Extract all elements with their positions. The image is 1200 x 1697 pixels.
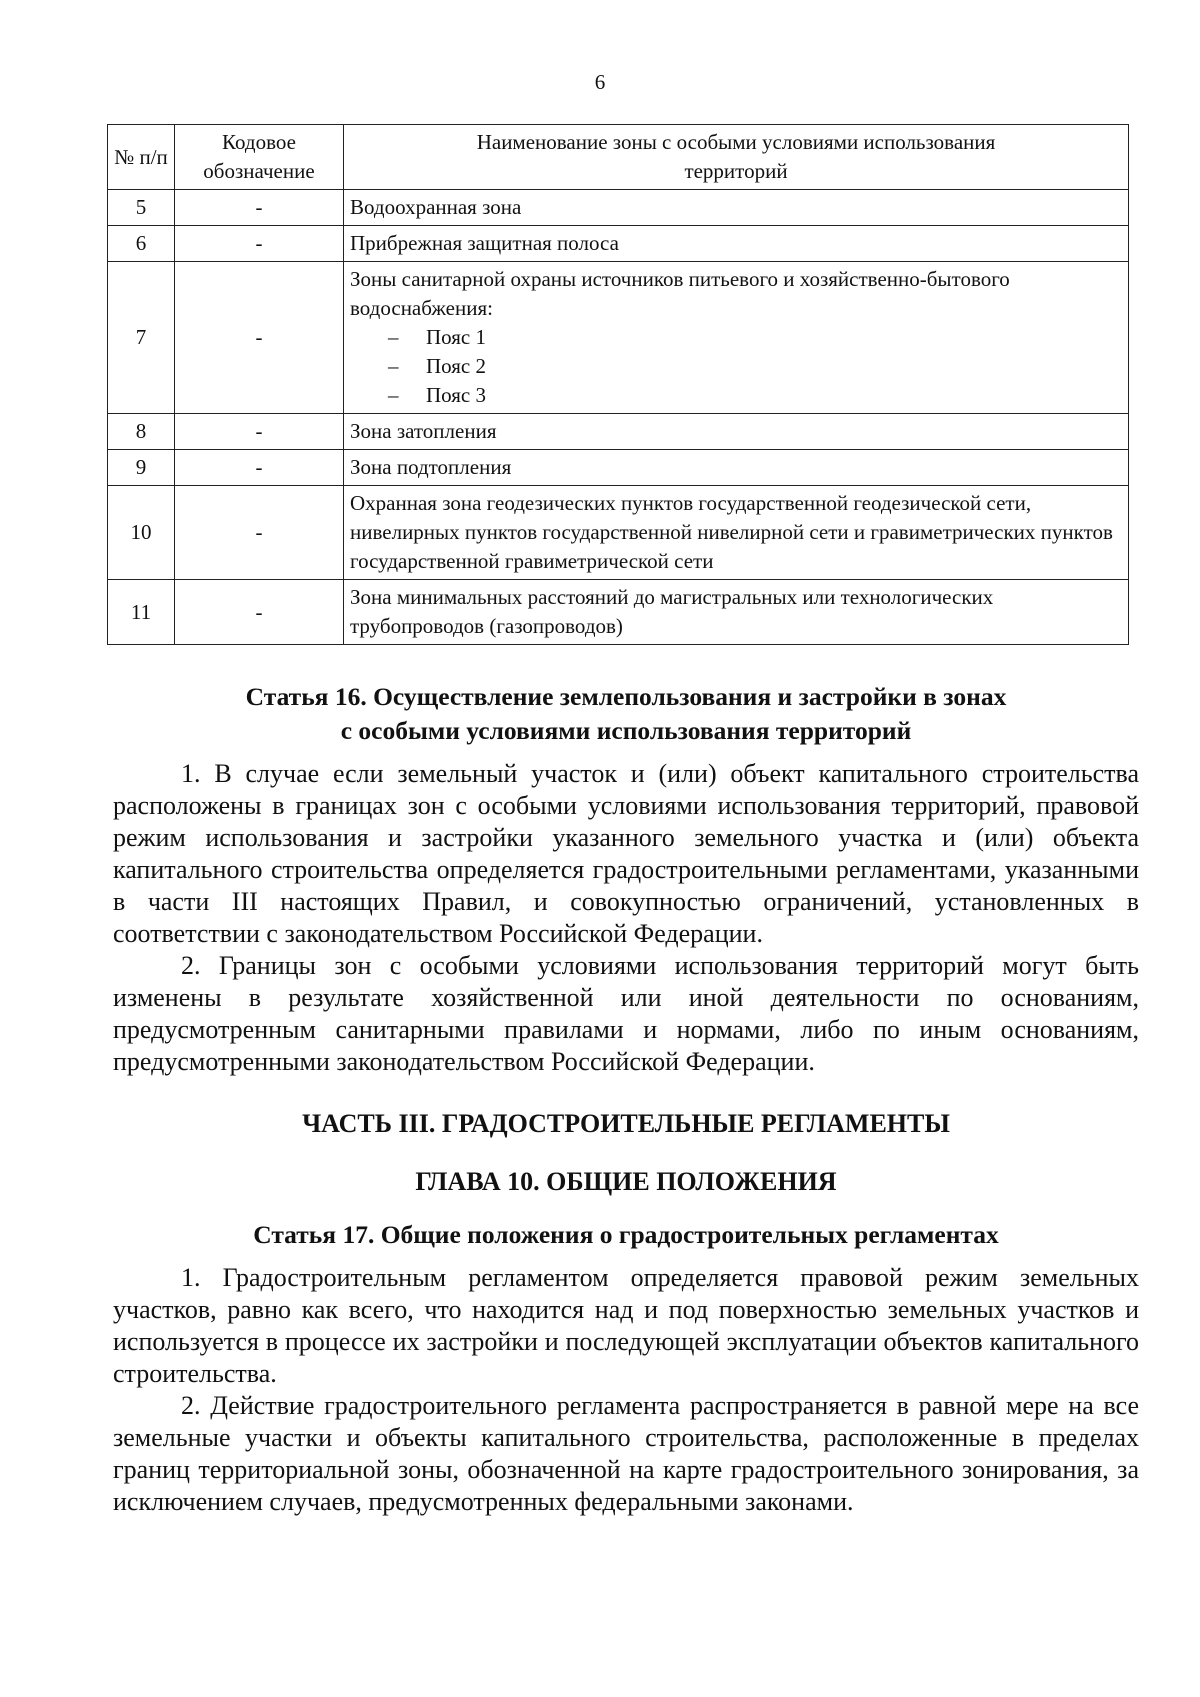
row-zone-name: Зона затопления: [344, 414, 1129, 450]
row-zone-name: Прибрежная защитная полоса: [344, 226, 1129, 262]
table-row: [108, 190, 1129, 226]
article-17-paragraph-2: 2. Действие градостроительного регламента распространяется в равной мере на все земельные участки и объекты капитального строительства, расположенные в пределах границ территориальной зоны, обозначенной на карте градостроительного зонирования, за исключением случаев, предусмотренных федеральными законами.: [113, 1391, 1139, 1516]
table-row: [108, 226, 1129, 262]
article-16-title-line2: с особыми условиями использования территорий: [340, 716, 912, 745]
row-code: -: [175, 486, 344, 580]
row-zone-name: Водоохранная зона: [344, 190, 1129, 226]
row-code: -: [175, 262, 344, 414]
header-number: № п/п: [108, 125, 175, 190]
table-header-row: [108, 125, 1129, 190]
row-code: -: [175, 414, 344, 450]
row-number: 8: [108, 414, 175, 450]
article-16-paragraph-2: 2. Границы зон с особыми условиями использования территорий могут быть изменены в результате хозяйственной или иной деятельности по основаниям, предусмотренным санитарными правилами и нормами, либо по иным основаниям, предусмотренными законодательством Российской Федерации.: [113, 951, 1139, 1076]
row-code: -: [175, 450, 344, 486]
zones-table: [107, 124, 1129, 645]
row-number: 10: [108, 486, 175, 580]
page-number: 6: [594, 70, 606, 94]
body-text: [113, 680, 1139, 1518]
table-row: [108, 450, 1129, 486]
row-number: 5: [108, 190, 175, 226]
row-number: 7: [108, 262, 175, 414]
row-zone-name: Зона подтопления: [344, 450, 1129, 486]
row-number: 11: [108, 580, 175, 645]
article-16-paragraph-1: 1. В случае если земельный участок и (или) объект капитального строительства расположены в границах зон с особыми условиями использования территорий, правовой режим использования и застройки указанного земельного участка и (или) объекта капитального строительства определяется градостроительными регламентами, указанными в части III настоящих Правил, и совокупностью ограничений, установленных в соответствии с законодательством Российской Федерации.: [113, 759, 1139, 948]
article-17-title: Статья 17. Общие положения о градостроительных регламентах: [253, 1220, 999, 1249]
table-row: [108, 580, 1129, 645]
row-zone-name: Зоны санитарной охраны источников питьевого и хозяйственно-бытового водоснабжения:: [350, 267, 1010, 320]
part-3-title: ЧАСТЬ III. ГРАДОСТРОИТЕЛЬНЫЕ РЕГЛАМЕНТЫ: [302, 1109, 950, 1138]
row-zone-name: Зона минимальных расстояний до магистральных или технологических трубопроводов (газопроводов): [344, 580, 1129, 645]
list-item: – Пояс 2: [388, 352, 1122, 381]
chapter-10-title: ГЛАВА 10. ОБЩИЕ ПОЛОЖЕНИЯ: [415, 1167, 837, 1196]
row-code: -: [175, 580, 344, 645]
article-16-title-line1: Статья 16. Осуществление землепользования и застройки в зонах: [245, 682, 1007, 711]
table-row: [108, 414, 1129, 450]
article-16-title: [113, 680, 1139, 748]
list-item: – Пояс 3: [388, 381, 1122, 410]
list-item: – Пояс 1: [388, 323, 1122, 352]
article-17-paragraph-1: 1. Градостроительным регламентом определяется правовой режим земельных участков, равно как всего, что находится над и под поверхностью земельных участков и используется в процессе их застройки и последующей эксплуатации объектов капитального строительства.: [113, 1263, 1139, 1388]
row-number: 9: [108, 450, 175, 486]
row-zone-name-cell: [344, 262, 1129, 414]
row-zone-name: Охранная зона геодезических пунктов государственной геодезической сети, нивелирных пунктов государственной нивелирной сети и гравиметрических пунктов государственной гравиметрической сети: [344, 486, 1129, 580]
belt-list: [350, 323, 1122, 410]
header-zone-name: Наименование зоны с особыми условиями использования территорий: [344, 125, 1129, 190]
table-row: [108, 486, 1129, 580]
row-code: -: [175, 190, 344, 226]
row-code: -: [175, 226, 344, 262]
row-number: 6: [108, 226, 175, 262]
header-code: Кодовое обозначение: [175, 125, 344, 190]
table-row: [108, 262, 1129, 414]
